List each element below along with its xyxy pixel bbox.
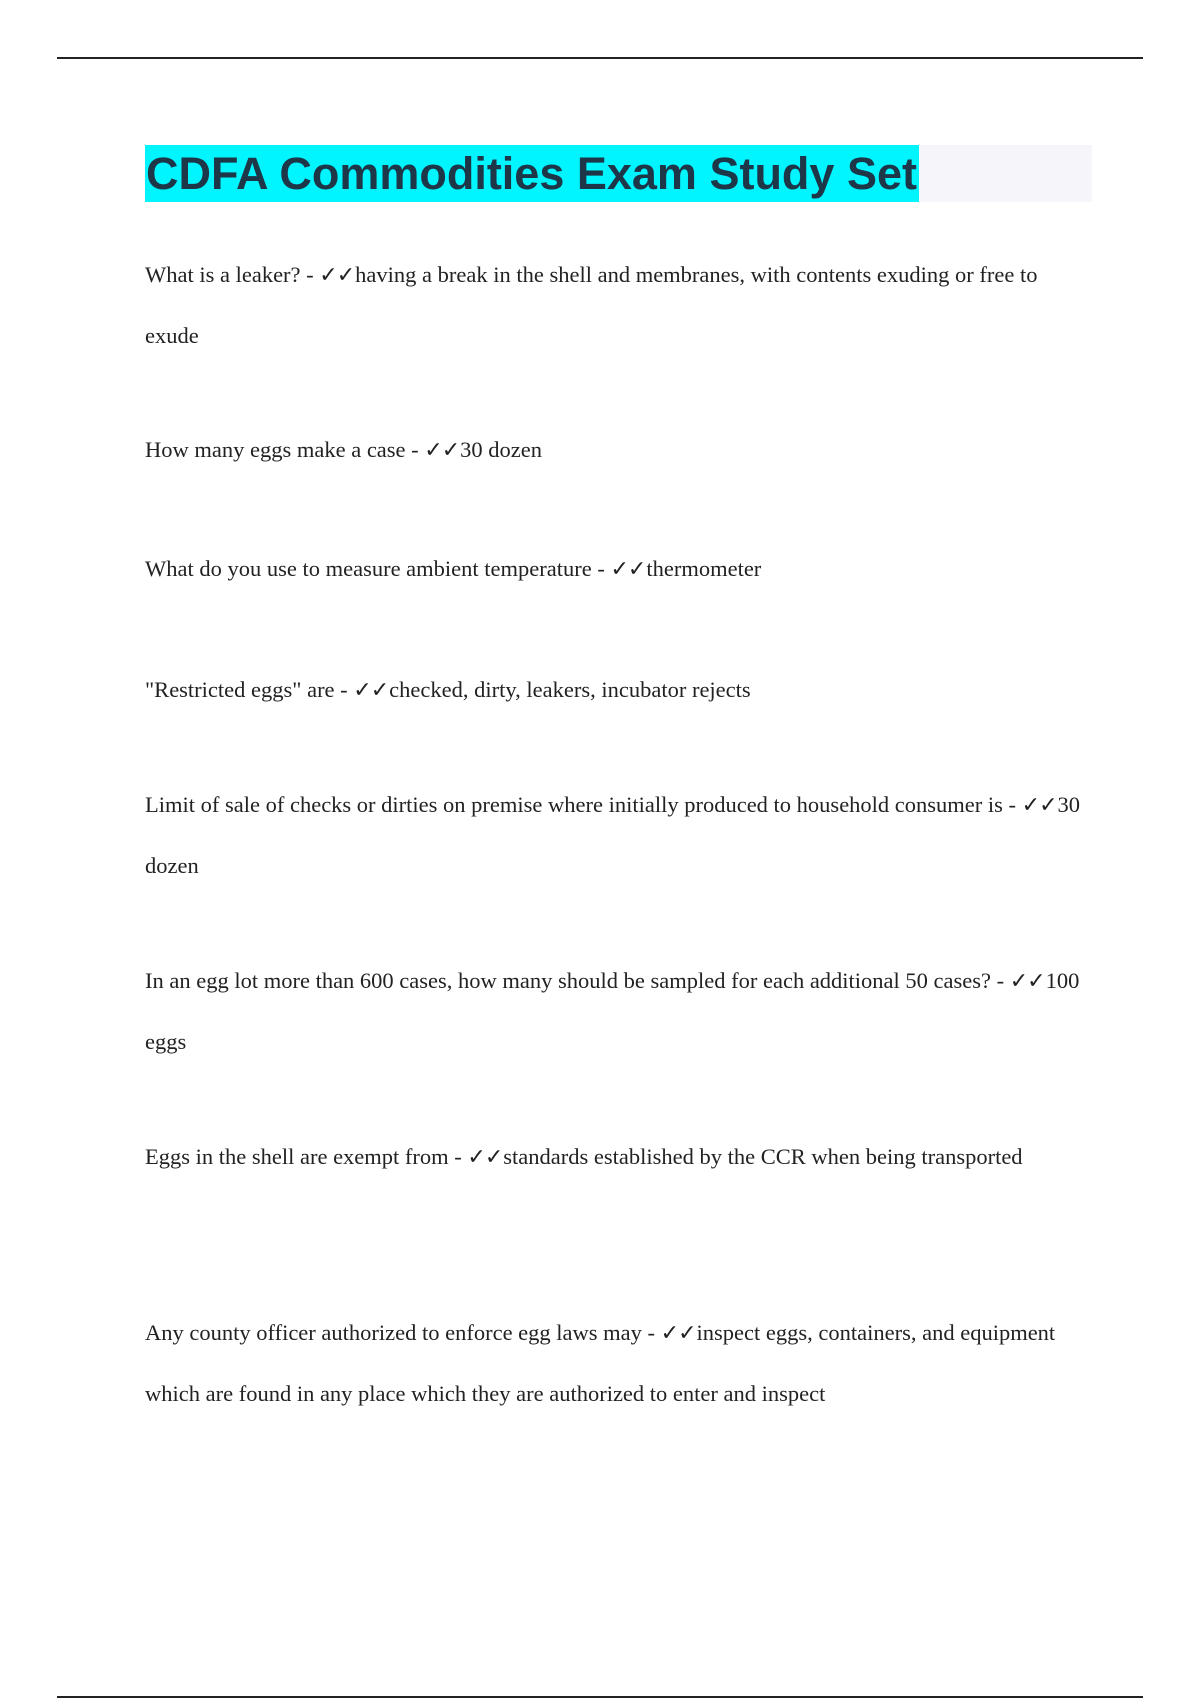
question-text: Any county officer authorized to enforce egg laws may - — [145, 1320, 661, 1345]
qa-item — [145, 951, 1095, 1072]
question-text: What is a leaker? - — [145, 262, 320, 287]
footer-rule — [57, 1696, 1143, 1698]
double-check-icon: ✓✓ — [319, 263, 355, 288]
question-text: "Restricted eggs" are - — [145, 677, 354, 702]
question-text: In an egg lot more than 600 cases, how many should be sampled for each additional 50 cases? - — [145, 968, 1010, 993]
answer-text: 30 dozen — [145, 792, 1081, 878]
answer-text: standards established by the CCR when being transported — [503, 1144, 1023, 1169]
double-check-icon: ✓✓ — [353, 678, 389, 703]
question-text: How many eggs make a case - — [145, 437, 425, 462]
answer-text: 100 eggs — [145, 968, 1080, 1054]
double-check-icon: ✓✓ — [610, 557, 646, 582]
double-check-icon: ✓✓ — [1021, 793, 1057, 818]
question-text: What do you use to measure ambient temperature - — [145, 556, 611, 581]
double-check-icon: ✓✓ — [467, 1145, 503, 1170]
qa-item — [145, 775, 1095, 896]
title-block — [145, 145, 1092, 202]
double-check-icon: ✓✓ — [424, 438, 460, 463]
question-text: Limit of sale of checks or dirties on premise where initially produced to household consumer is - — [145, 792, 1022, 817]
qa-item — [145, 1127, 1095, 1188]
qa-item — [145, 245, 1095, 366]
qa-item — [145, 539, 1095, 600]
double-check-icon: ✓✓ — [660, 1321, 696, 1346]
header-rule — [57, 57, 1143, 59]
qa-item — [145, 660, 1095, 721]
question-text: Eggs in the shell are exempt from - — [145, 1144, 468, 1169]
answer-text: having a break in the shell and membranes, with contents exuding or free to exude — [145, 262, 1038, 348]
answer-text: thermometer — [646, 556, 762, 581]
document-title: CDFA Commodities Exam Study Set — [145, 145, 919, 202]
double-check-icon: ✓✓ — [1009, 969, 1045, 994]
qa-item — [145, 420, 1095, 481]
answer-text: checked, dirty, leakers, incubator rejects — [389, 677, 751, 702]
answer-text: inspect eggs, containers, and equipment which are found in any place which they are authorized to enter and inspect — [145, 1320, 1056, 1406]
answer-text: 30 dozen — [460, 437, 543, 462]
qa-item — [145, 1303, 1095, 1424]
